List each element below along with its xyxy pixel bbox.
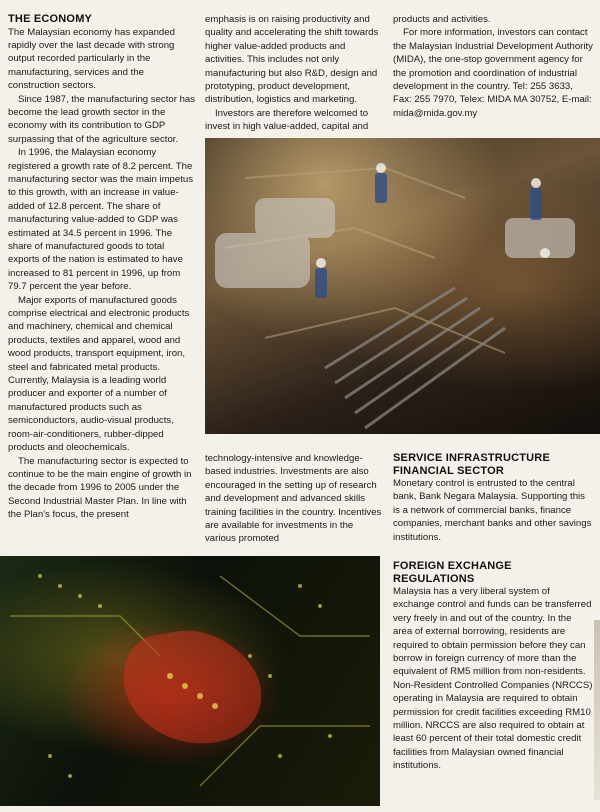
paragraph: products and activities. (393, 14, 491, 25)
paragraph: The manufacturing sector is expected to continue to be the main engine of growth in the decade from 1996 to 2005 under the Second Industrial Master Plan. In line with the Plan's focus, the present (8, 455, 192, 521)
paragraph: The Malaysian economy has expanded rapidly over the last decade with strong output recorded particularly in the manufacturing, services and the construction sectors. (8, 26, 175, 92)
heading-service-infrastructure: SERVICE INFRASTRUCTURE FINANCIAL SECTOR (393, 452, 550, 477)
paragraph: Monetary control is entrusted to the central bank, Bank Negara Malaysia. Supporting this is a network of commercial banks, finance companies, merchant banks and other savings institutions. (393, 478, 592, 543)
paragraph-mida-contact: For more information, investors can contact the Malaysian Industrial Development Authority (MIDA), the one-stop government agency for the promotion and coordination of industrial development in the country. Tel: 255 3633, Fax: 255 7970, Telex: MIDA MA 30752, E-mail: mida@mida.gov.my (393, 27, 593, 119)
heading-foreign-exchange: FOREIGN EXCHANGE REGULATIONS (393, 560, 512, 585)
paragraph: technology-intensive and knowledge-based industries. Investments are also encouraged in the setting up of research and development and advanced skills training facilities in the country. Incentives are available for investments in the various promoted (205, 453, 382, 545)
page-edge-strip (594, 620, 600, 800)
paragraph: emphasis is on raising productivity and quality and accelerating the shift towards higher value-added products and activities. This includes not only manufacturing but also R&D, design and prototyping, product development, distribution, logistics and marketing. (205, 14, 379, 106)
section-foreign-exchange (393, 560, 593, 773)
paragraph: Investors are therefore welcomed to invest in high value-added, capital and (205, 107, 369, 133)
column-economy (8, 13, 198, 522)
factory-photo-art (205, 138, 600, 434)
paragraph: In 1996, the Malaysian economy registered a growth rate of 8.2 percent. The manufacturing sector was the main impetus to this growth, with an increase in value-added of 12.8 percent. The share of manufacturing value-added to GDP was estimated at 34.5 percent in 1996. The share of manufactured goods to total exports of the nation is estimated to have increased to 81 percent in 1996, up from 79.7 percent the year before. (8, 147, 194, 293)
factory-assembly-line-photo (205, 138, 600, 434)
paragraph: Malaysia has a very liberal system of exchange control and funds can be transferred very freely in and out of the country. In the area of external borrowing, residents are required to obtain permission before they can borrow in foreign currency of more than the equivalent of RM5 million from non-residents. Non-Resident Controlled Companies (NRCCS) operating in Malaysia are required to obtain permission for credit facilities exceeding RM10 million. NRCCS are also required to obtain at least 60 percent of their total domestic credit facilities from Malaysian owned financial institutions. (393, 586, 593, 772)
column-three-top (393, 13, 593, 120)
section-service-infrastructure (393, 452, 593, 544)
paragraph: Since 1987, the manufacturing sector has become the lead growth sector in the economy with its contribution to GDP surpassing that of the agriculture sector. (8, 93, 196, 145)
column-two-bottom (205, 452, 385, 546)
circuit-board-hand-photo (0, 556, 380, 806)
column-two-top (205, 13, 385, 134)
heading-the-economy: THE ECONOMY (8, 13, 93, 25)
circuit-photo-art (0, 556, 380, 806)
paragraph: Major exports of manufactured goods comprise electrical and electronic products and machinery, chemical and chemical products, textiles and apparel, wood and wood products, transport equipment, iron, steel and fabricated metal products. Currently, Malaysia is a leading world producer and exporter of a number of manufactured products such as semiconductors, audio-visual products, room-air-conditioners, rubber-dipped products and oleochemicals. (8, 294, 190, 454)
